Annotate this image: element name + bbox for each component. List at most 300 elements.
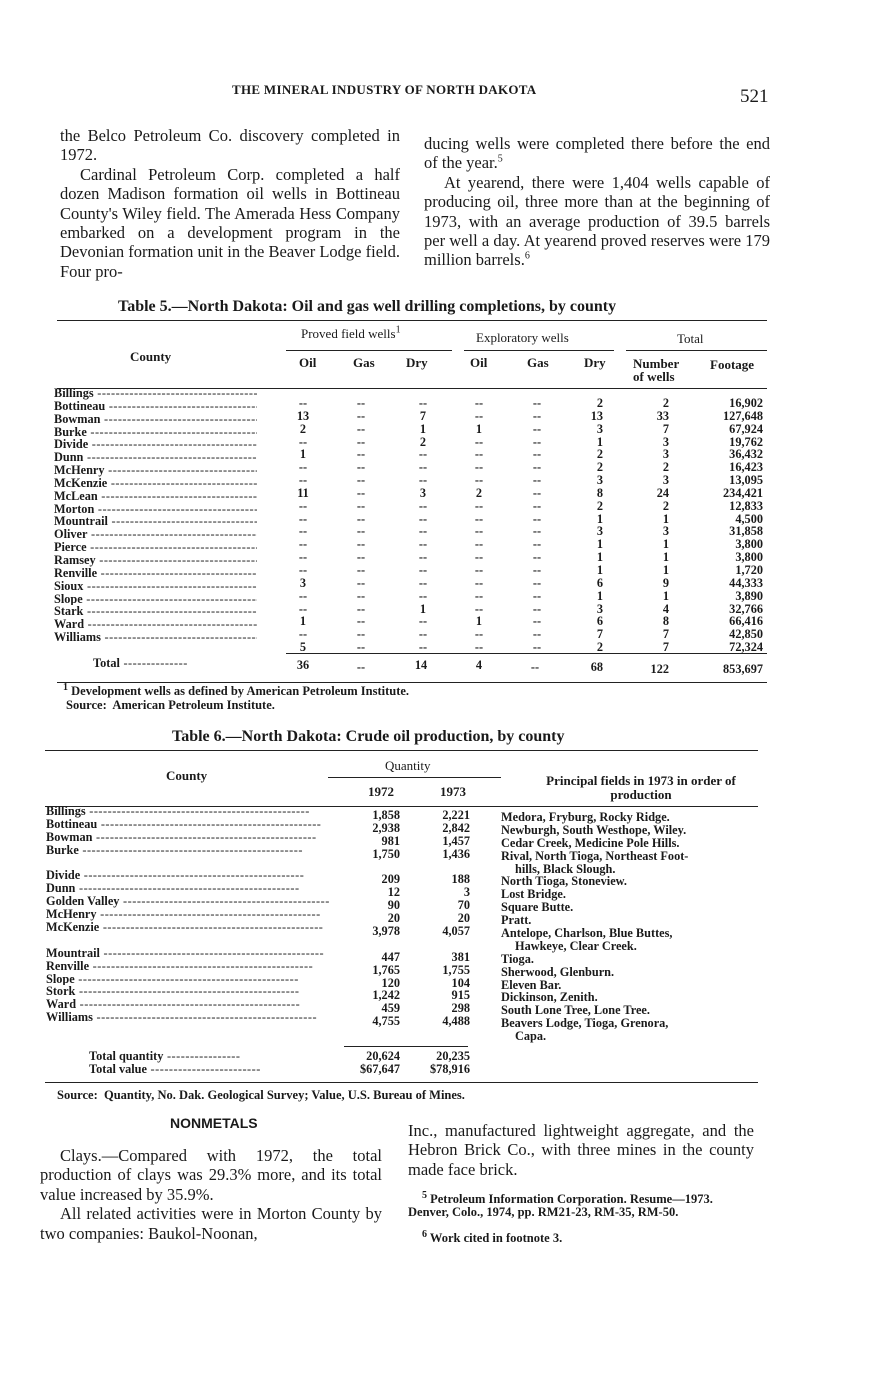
table5-expl-oil-cell: --: [474, 588, 484, 603]
table5-county-cell: Ward -----: [54, 618, 257, 631]
table6-quantity-rule: [328, 777, 501, 778]
table5-number-cell: 1: [662, 537, 669, 552]
table5-footage-cell: 44,333: [729, 575, 763, 590]
table6-1972-cell: 1,765: [372, 962, 400, 977]
table5-proved-gas-cell: --: [356, 588, 366, 603]
table6-county-cell: [46, 934, 330, 947]
table5-proved-dry-header: Dry: [406, 355, 428, 370]
table5-expl-oil-cell: --: [474, 550, 484, 565]
table5-expl-oil-cell: --: [474, 601, 484, 616]
table5-number-cell: 3: [662, 434, 669, 449]
table6-1973-cell: 298: [451, 1001, 470, 1016]
table5-total-number: 122: [650, 662, 669, 676]
table6-fields-cell: Hawkeye, Clear Creek.: [515, 938, 637, 953]
table5-total-rule-top: [286, 653, 767, 654]
table6-county-cell: Mountrail -----: [46, 947, 330, 960]
table5-source-label: Source:: [66, 698, 107, 712]
table5-proved-dry-cell: --: [418, 460, 428, 475]
table5-expl-oil-cell: --: [474, 562, 484, 577]
table5-county-cell: Stark -----: [54, 605, 257, 618]
table5-expl-dry-cell: 6: [596, 575, 603, 590]
table5-expl-oil-cell: --: [474, 498, 484, 513]
table5-expl-dry-cell: 2: [596, 396, 603, 410]
table6-1972-cell: 459: [381, 1001, 400, 1016]
table5-county-cell: Renville -----: [54, 567, 257, 580]
table6-county-cell: Slope -----: [46, 973, 330, 986]
table5-proved-dry-cell: 2: [419, 434, 427, 449]
table5-proved-gas-cell: --: [356, 396, 366, 410]
table6-fields-cell: South Lone Tree, Lone Tree.: [501, 1003, 650, 1018]
table5-total-rule: [626, 350, 767, 351]
table5-county-cell: Slope -----: [54, 593, 257, 606]
table6-total-value-1973: $78,916: [430, 1062, 470, 1076]
table5-footage-cell: 19,762: [729, 434, 763, 449]
table5-expl-dry-cell: 2: [596, 640, 603, 655]
table5-proved-dry-cell: 7: [419, 408, 427, 423]
table6-county-header: County: [166, 768, 208, 783]
table5-footage-column: [690, 397, 763, 654]
table6-1973-header: 1973: [440, 784, 466, 799]
table5-proved-oil-cell: 2: [299, 421, 307, 436]
table5-expl-oil-cell: --: [474, 396, 484, 410]
table5-expl-gas-cell: --: [532, 601, 542, 616]
table5-proved-oil-cell: --: [298, 550, 308, 565]
table5-expl-oil-cell: --: [474, 460, 484, 475]
table6-fields-cell: Newburgh, South Westhope, Wiley.: [501, 822, 687, 837]
table5-expl-gas-cell: --: [532, 562, 542, 577]
table6-county-cell: [46, 857, 330, 870]
table5-expl-gas-cell: --: [532, 421, 542, 436]
table6-fields-cell: hills, Black Slough.: [515, 861, 616, 876]
table5-footage-cell: 127,648: [723, 408, 763, 423]
table5-proved-gas-cell: --: [356, 498, 366, 513]
table6-county-cell: Divide -----: [46, 869, 330, 882]
table6-total-value-label: Total value: [89, 1062, 147, 1076]
table6-source-label: Source:: [57, 1088, 98, 1102]
table6-source: Quantity, No. Dak. Geological Survey; Value, U.S. Bureau of Mines.: [104, 1088, 465, 1102]
table6-1973-cell: 3: [463, 885, 470, 900]
table6-bottom-rule: [45, 1082, 758, 1083]
table5-proved-gas-cell: --: [356, 601, 366, 616]
table6-total-rule: [344, 1046, 468, 1047]
table6-1973-cell: 2,221: [442, 808, 470, 822]
table5-proved-oil-cell: --: [298, 537, 308, 552]
table6-1972-cell: 90: [387, 898, 400, 913]
table5-expl-dry-cell: 1: [596, 511, 603, 526]
table6-1973-cell: 70: [457, 898, 470, 913]
footnote-5: [408, 1189, 754, 1219]
table5-proved-gas-cell: --: [356, 640, 366, 655]
table5-number-cell: 1: [662, 550, 669, 565]
table5-footage-cell: 1,720: [735, 562, 763, 577]
table6-fields-cell: Sherwood, Glenburn.: [501, 964, 615, 979]
table5-expl-gas-cell: --: [532, 537, 542, 552]
table5-expl-dry-cell: 6: [596, 614, 603, 629]
table5-proved-dry-cell: --: [418, 550, 428, 565]
table5-county-cell: Morton -----: [54, 503, 257, 516]
table6-fields-cell: Cedar Creek, Medicine Pole Hills.: [501, 835, 680, 850]
table5-number-cell: 7: [662, 640, 669, 655]
table5-total-expl-gas: --: [530, 660, 540, 674]
table5-number-header: Number of wells: [633, 356, 679, 384]
table6-1972-cell: 1,242: [372, 988, 400, 1003]
table5-expl-gas-cell: --: [532, 627, 542, 642]
table6-1973-cell: 1,436: [442, 846, 470, 861]
table6-1973-cell: 2,842: [442, 820, 470, 835]
table6-county-cell: Golden Valley -----: [46, 895, 330, 908]
table6-1972-cell: 1,750: [372, 846, 400, 861]
table5-proved-oil-cell: 3: [299, 575, 307, 590]
table5-county-cell: Oliver -----: [54, 528, 257, 541]
table6-fields-cell: Capa.: [515, 1029, 547, 1044]
table5-county-cell: McLean -----: [54, 490, 257, 503]
table5-number-cell: 4: [662, 601, 669, 616]
table5-expl-gas-cell: --: [532, 614, 542, 629]
table5-number-cell: 7: [662, 627, 669, 642]
table5-expl-gas-cell: --: [532, 434, 542, 449]
table5-expl-dry-cell: 7: [596, 627, 603, 642]
table6-1973-cell: 20: [457, 911, 470, 926]
table5-footage-cell: 3,890: [735, 588, 763, 603]
table5-county-cell: Ramsey -----: [54, 554, 257, 567]
table6-1973-cell: 1,457: [442, 833, 470, 848]
table5-expl-dry-cell: 2: [596, 498, 603, 513]
table5-footage-cell: 31,858: [729, 524, 763, 539]
table5-proved-oil-cell: --: [298, 396, 308, 410]
table5-expl-oil-cell: --: [474, 524, 484, 539]
table6-county-cell: McHenry -----: [46, 908, 330, 921]
table5-proved-oil-cell: 1: [299, 447, 307, 462]
nonmetals-left-column: [40, 1146, 382, 1243]
table6-fields-cell: Lost Bridge.: [501, 887, 566, 902]
clays-label: Clays.: [60, 1146, 102, 1165]
table5-proved-gas-cell: --: [356, 511, 366, 526]
table5-proved-gas-cell: --: [356, 537, 366, 552]
table6-county-cell: Burke -----: [46, 844, 330, 857]
table5-expl-gas-cell: --: [532, 550, 542, 565]
table5-number-cell: 2: [662, 396, 669, 410]
table5-total-proved-dry: 14: [414, 658, 428, 672]
table5-proved-dry-cell: 3: [419, 485, 427, 500]
table5-proved-oil-cell: --: [298, 601, 308, 616]
table5-total-header: Total: [677, 331, 704, 346]
table5-proved-dry-cell: --: [418, 627, 428, 642]
table5-expl-gas-cell: --: [532, 575, 542, 590]
table5-proved-dry-cell: --: [418, 588, 428, 603]
table6-1972-cell: 209: [381, 872, 400, 887]
table5-expl-gas-cell: --: [532, 485, 542, 500]
table5-total-expl-dry: 68: [590, 660, 603, 674]
table5-footage-cell: 4,500: [735, 511, 763, 526]
table5-number-cell: 24: [656, 485, 669, 500]
table6-fields-cell: Rival, North Tioga, Northeast Foot-: [501, 848, 689, 863]
table5-expl-oil-column: [466, 397, 492, 654]
table5-proved-oil-column: [290, 397, 316, 654]
table5-expl-oil-cell: --: [474, 511, 484, 526]
table5-proved-dry-cell: --: [418, 614, 428, 629]
table5-expl-dry-column: [574, 397, 603, 654]
table5-source: American Petroleum Institute.: [112, 698, 275, 712]
table5-number-cell: 2: [662, 460, 669, 475]
table6-county-cell: Dunn -----: [46, 882, 330, 895]
nonmetals-heading: NONMETALS: [170, 1115, 258, 1131]
table5-proved-oil-cell: --: [298, 473, 308, 488]
footnote-5-num: 5: [422, 1189, 427, 1201]
table5-proved-oil-cell: --: [298, 524, 308, 539]
table5-expl-dry-cell: 2: [596, 447, 603, 462]
table5-number-cell: 1: [662, 562, 669, 577]
table5-proved-oil-cell: --: [298, 562, 308, 577]
table5-expl-oil-cell: --: [474, 575, 484, 590]
table6-1972-cell: 1,858: [372, 808, 400, 822]
table5-number-cell: 7: [662, 421, 669, 436]
clays-paragraph-3: Inc., manufactured lightweight aggregate, and the Hebron Brick Co., with three mines in the county made face brick.: [408, 1121, 754, 1179]
table5-expl-gas-cell: --: [532, 473, 542, 488]
table5-proved-oil-cell: 11: [297, 485, 309, 500]
table5-proved-gas-header: Gas: [353, 355, 375, 370]
intro-left-column: [60, 126, 400, 281]
table5-proved-dry-cell: --: [418, 524, 428, 539]
table5-expl-dry-cell: 1: [596, 588, 603, 603]
table6-quantity-header: Quantity: [385, 758, 431, 773]
table5-expl-gas-cell: --: [532, 460, 542, 475]
table5-expl-gas-cell: --: [532, 588, 542, 603]
table5-expl-dry-cell: 3: [596, 601, 603, 616]
table5-expl-oil-cell: --: [474, 627, 484, 642]
table5-expl-dry-cell: 2: [596, 460, 603, 475]
table5-proved-oil-cell: --: [298, 627, 308, 642]
table5-proved-dry-cell: --: [418, 537, 428, 552]
table5-expl-gas-column: [524, 397, 550, 654]
table6-county-cell: Billings -----: [46, 805, 330, 818]
table6-fields-cell: Pratt.: [501, 913, 532, 928]
table5-footage-cell: 36,432: [729, 447, 763, 462]
table5-county-column: [54, 387, 257, 644]
table5-expl-dry-cell: 8: [596, 485, 603, 500]
table6-fields-cell: North Tioga, Stoneview.: [501, 874, 627, 889]
table5-county-cell: Williams -----: [54, 631, 257, 644]
table5-proved-oil-cell: 5: [299, 640, 307, 655]
table6-county-cell: Stork -----: [46, 985, 330, 998]
table5-county-cell: McKenzie -----: [54, 477, 257, 490]
footnote-6-text: Work cited in footnote 3.: [429, 1231, 563, 1245]
table5-proved-oil-cell: 13: [296, 408, 310, 423]
page-number: 521: [740, 86, 769, 107]
intro-left-para-1: the Belco Petroleum Co. discovery completed in 1972.: [60, 126, 400, 165]
running-title: THE MINERAL INDUSTRY OF NORTH DAKOTA: [232, 82, 537, 97]
table6-1973-cell: 1,755: [442, 962, 470, 977]
table6-caption: Table 6.—North Dakota: Crude oil production, by county: [172, 728, 565, 745]
table5-county-cell: Pierce -----: [54, 541, 257, 554]
table6-1972-header: 1972: [368, 784, 394, 799]
table5-expl-gas-cell: --: [532, 498, 542, 513]
table5-proved-fn: 1: [395, 324, 401, 336]
table5-number-cell: 1: [662, 588, 669, 603]
table5-proved-dry-cell: --: [418, 498, 428, 513]
table6-1972-cell: 3,978: [372, 924, 400, 939]
clays-paragraph-1: —Compared with 1972, the total production of clays was 29.3% more, and its total value increased by 35.9%.: [40, 1146, 382, 1204]
table5-county-cell: Sioux -----: [54, 580, 257, 593]
table5-proved-gas-cell: --: [356, 562, 366, 577]
table6-total-value-1972: $67,647: [360, 1062, 400, 1076]
table5-expl-oil-cell: --: [474, 640, 484, 655]
table6-fields-cell: Dickinson, Zenith.: [501, 990, 598, 1005]
table5-expl-dry-cell: 1: [596, 537, 603, 552]
table6-total-quantity-1972: 20,624: [366, 1049, 400, 1063]
table6-1973-column: [408, 809, 470, 1028]
table5-proved-oil-cell: 1: [299, 614, 307, 629]
table6-county-column: [46, 805, 330, 1024]
table5-county-cell: Bottineau -----: [54, 400, 257, 413]
table5-total-footage: 853,697: [723, 662, 763, 676]
table5-proved-dry-cell: --: [418, 473, 428, 488]
table5-expl-dry-cell: 1: [596, 562, 603, 577]
table6-1973-cell: 381: [451, 949, 470, 964]
table5-expl-gas-cell: --: [532, 408, 542, 423]
intro-left-para-2: Cardinal Petroleum Corp. completed a half dozen Madison formation oil wells in Bottineau County's Wiley field. The Amerada Hess Company embarked on a development program in the Devonian formation unit in the Beaver Lodge field. Four pro-: [60, 164, 400, 281]
table5-expl-gas-cell: --: [532, 640, 542, 655]
footnote-5-text: Petroleum Information Corporation. Resume—1973. Denver, Colo., 1974, pp. RM21-23, RM-35, RM-50.: [408, 1192, 713, 1219]
table6-fields-cell: Square Butte.: [501, 900, 574, 915]
table5-expl-oil-cell: --: [474, 434, 484, 449]
table5-footage-cell: 3,800: [735, 537, 763, 552]
table5-number-cell: 3: [662, 524, 669, 539]
table5-proved-gas-cell: --: [356, 473, 366, 488]
table6-fields-cell: Antelope, Charlson, Blue Buttes,: [501, 926, 673, 941]
table5-proved-dry-cell: --: [418, 511, 428, 526]
table6-1972-cell: 12: [387, 885, 400, 900]
table5-county-cell: Divide -----: [54, 438, 257, 451]
table5-expl-dry-cell: 3: [596, 473, 603, 488]
table5-proved-oil-cell: --: [298, 588, 308, 603]
table6-1972-cell: 20: [387, 911, 400, 926]
table5-footnote: Development wells as defined by American Petroleum Institute.: [71, 684, 410, 698]
table5-footnote-num: 1: [63, 681, 68, 693]
table5-expl-oil-cell: 1: [475, 421, 483, 436]
table5-proved-oil-cell: --: [298, 498, 308, 513]
table6-total-quantity-1973: 20,235: [436, 1049, 470, 1063]
table5-expl-dry-cell: 1: [596, 434, 603, 449]
table5-expl-oil-header: Oil: [470, 355, 488, 370]
table5-number-cell: 2: [662, 498, 669, 513]
table5-number-cell: 33: [656, 408, 669, 423]
table5-footage-cell: 16,902: [729, 396, 763, 410]
table6-county-cell: Ward -----: [46, 998, 330, 1011]
table5-proved-gas-cell: --: [356, 575, 366, 590]
table5-proved-dry-cell: --: [418, 575, 428, 590]
table6-fields-cell: Medora, Fryburg, Rocky Ridge.: [501, 810, 670, 824]
table6-1973-cell: 104: [451, 975, 470, 990]
table5-proved-gas-cell: --: [356, 627, 366, 642]
table5-expl-oil-cell: --: [474, 537, 484, 552]
table5-proved-gas-cell: --: [356, 550, 366, 565]
table5-proved-header: Proved field wells: [301, 326, 396, 341]
footnote-6: [422, 1228, 563, 1245]
table6-1972-cell: [338, 938, 400, 951]
table5-expl-dry-cell: 3: [596, 524, 603, 539]
table6-1972-cell: 981: [381, 833, 400, 848]
footnote-ref-6: 6: [524, 250, 530, 262]
table5-proved-gas-cell: --: [356, 421, 366, 436]
table6-1973-cell: 188: [451, 872, 470, 887]
table5-exploratory-header: Exploratory wells: [476, 330, 569, 345]
table5-proved-gas-cell: --: [356, 485, 366, 500]
table5-county-cell: Mountrail -----: [54, 515, 257, 528]
table5-proved-oil-cell: --: [298, 511, 308, 526]
table5-footage-cell: 12,833: [729, 498, 763, 513]
table6-fields-cell: Beavers Lodge, Tioga, Grenora,: [501, 1016, 669, 1031]
table5-number-cell: 1: [662, 511, 669, 526]
table5-proved-gas-cell: --: [356, 447, 366, 462]
table5-proved-oil-cell: --: [298, 434, 308, 449]
table5-number-cell: 3: [662, 473, 669, 488]
footnote-ref-5: 5: [497, 153, 503, 165]
table5-footage-cell: 13,095: [729, 473, 763, 488]
table6-1973-cell: 4,057: [442, 924, 470, 939]
table6-total-quantity-label: Total quantity: [89, 1049, 164, 1063]
table6-1972-cell: 2,938: [372, 820, 400, 835]
table5-expl-oil-cell: --: [474, 447, 484, 462]
table5-county-cell: Burke -----: [54, 426, 257, 439]
table5-expl-gas-cell: --: [532, 524, 542, 539]
table6-county-cell: Renville -----: [46, 960, 330, 973]
intro-right-para-1: ducing wells were completed there before the end of the year.: [424, 134, 770, 173]
table5-total-label: Total: [93, 656, 120, 670]
table5-proved-oil-header: Oil: [299, 355, 317, 370]
table5-top-rule: [57, 320, 767, 321]
table6-1972-cell: 4,755: [372, 1014, 400, 1029]
table6-1973-cell: [408, 938, 470, 951]
table5-county-cell: Bowman -----: [54, 413, 257, 426]
table6-fields-column: [501, 811, 763, 1043]
table5-expl-dry-cell: 3: [596, 421, 603, 436]
table6-county-cell: Williams -----: [46, 1011, 330, 1024]
table5-footage-cell: 66,416: [729, 614, 763, 629]
table5-total-proved-gas: --: [356, 660, 366, 674]
table5-footage-cell: 72,324: [729, 640, 763, 655]
table5-footage-header: Footage: [710, 357, 755, 372]
table5-expl-oil-cell: --: [474, 473, 484, 488]
table5-proved-oil-cell: --: [298, 460, 308, 475]
table6-county-cell: Bottineau -----: [46, 818, 330, 831]
table6-1972-column: [338, 809, 400, 1028]
table5-footage-cell: 32,766: [729, 601, 763, 616]
table5-expl-gas-cell: --: [532, 396, 542, 410]
table5-number-cell: 9: [662, 575, 669, 590]
table6-1973-cell: 915: [451, 988, 470, 1003]
table6-fields-header: Principal fields in 1973 in order of production: [546, 773, 736, 802]
table5-proved-gas-cell: --: [356, 524, 366, 539]
table5-footage-cell: 67,924: [729, 421, 763, 436]
table6-fields-cell: Eleven Bar.: [501, 977, 562, 992]
table5-proved-gas-cell: --: [356, 460, 366, 475]
table6-county-cell: Bowman -----: [46, 831, 330, 844]
table5-bottom-rule: [57, 682, 767, 683]
table5-county-header: County: [130, 349, 172, 364]
table5-footage-cell: 16,423: [729, 460, 763, 475]
table5-expl-gas-header: Gas: [527, 355, 549, 370]
table5-number-cell: 3: [662, 447, 669, 462]
table5-footage-cell: 3,800: [735, 550, 763, 565]
table5-proved-gas-cell: --: [356, 614, 366, 629]
table6-1972-cell: 120: [381, 975, 400, 990]
table5-county-cell: Billings -----: [54, 387, 257, 400]
table6-1972-cell: 447: [381, 949, 400, 964]
table5-expl-oil-cell: 1: [475, 614, 483, 629]
table5-total-proved-oil: 36: [296, 658, 310, 672]
table5-number-cell: 8: [662, 614, 669, 629]
table5-expl-dry-cell: 1: [596, 550, 603, 565]
